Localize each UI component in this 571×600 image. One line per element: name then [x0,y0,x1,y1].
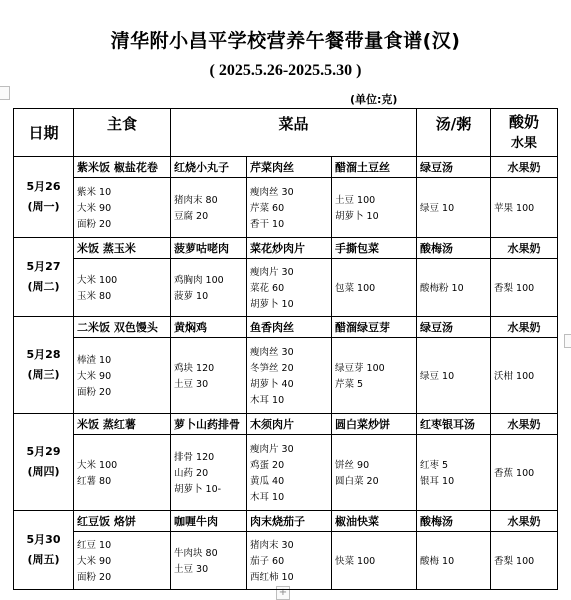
dish1-name: 红烧小丸子 [171,157,247,178]
ingredient-line: 排骨 120 [174,451,215,463]
dish2-name: 木须肉片 [247,414,332,435]
dish1-name: 萝卜山药排骨 [171,414,247,435]
dish3-name: 手撕包菜 [332,238,417,259]
date-cell [14,511,74,590]
day-dish-row [14,317,558,338]
staple-name: 米饭 蒸玉米 [74,238,171,259]
fruit-ingredients [491,178,558,238]
ingredient-line: 胡萝卜 40 [250,378,294,390]
dish2-ingredients [247,435,332,511]
ingredient-line: 瘦肉丝 30 [250,186,294,198]
day-weekday: (周四) [27,465,60,478]
fruit-ingredients [491,338,558,414]
ingredient-line: 猪肉末 30 [250,539,294,551]
unit-label: (单位:克) [350,93,398,106]
day-weekday: (周五) [27,553,60,566]
ingredient-line: 茄子 60 [250,555,285,567]
ingredient-line: 西红柿 10 [250,571,294,583]
ingredient-line: 大米 100 [77,274,118,286]
dish3-name: 椒油快菜 [332,511,417,532]
ingredient-line: 猪肉末 80 [174,194,218,206]
dish1-ingredients [171,338,247,414]
ingredient-line: 绿豆 10 [420,370,455,382]
day-date: 5月26 [26,180,61,193]
ingredient-line: 鸡胸肉 100 [174,274,224,286]
ingredient-line: 绿豆 10 [420,202,455,214]
ingredient-line: 鸡蛋 20 [250,459,285,471]
ingredient-line: 山药 20 [174,467,209,479]
ingredient-line: 瘦肉片 30 [250,443,294,455]
dish3-name: 醋溜绿豆芽 [332,317,417,338]
dish1-name: 菠萝咕咾肉 [171,238,247,259]
day-weekday: (周二) [27,280,60,293]
soup-name: 绿豆汤 [417,157,491,178]
ingredient-line: 大米 90 [77,202,112,214]
ingredient-line: 木耳 10 [250,394,285,406]
dish3-ingredients [332,435,417,511]
add-row-button[interactable]: + [276,586,290,600]
ingredient-line: 银耳 10 [420,475,455,487]
soup-name: 绿豆汤 [417,317,491,338]
dish1-ingredients [171,178,247,238]
soup-ingredients [417,532,491,590]
header-yogurt: 酸奶 [509,112,540,131]
ingredient-line: 土豆 30 [174,563,209,575]
header-soup: 汤/粥 [417,109,491,157]
ingredient-line: 沃柑 100 [494,370,535,382]
ingredient-line: 瘦肉丝 30 [250,346,294,358]
left-edge-handle[interactable] [0,86,10,100]
ingredient-line: 酸梅粉 10 [420,282,464,294]
dish2-ingredients [247,259,332,317]
staple-ingredients [74,435,171,511]
menu-title: 清华附小昌平学校营养午餐带量食谱(汉) [110,30,461,52]
ingredient-line: 红枣 5 [420,459,449,471]
day-ingredient-row [14,435,558,511]
dish3-ingredients [332,338,417,414]
ingredient-line: 圆白菜 20 [335,475,379,487]
ingredient-line: 香干 10 [250,218,285,230]
ingredient-line: 大米 90 [77,370,112,382]
ingredient-line: 菠萝 10 [174,290,209,302]
ingredient-line: 土豆 100 [335,194,376,206]
dish2-name: 芹菜肉丝 [247,157,332,178]
staple-name: 红豆饭 烙饼 [74,511,171,532]
day-ingredient-row [14,532,558,590]
soup-name: 红枣银耳汤 [417,414,491,435]
dish3-ingredients [332,259,417,317]
ingredient-line: 瘦肉片 30 [250,266,294,278]
day-weekday: (周一) [27,200,60,213]
date-cell [14,238,74,317]
ingredient-line: 芹菜 60 [250,202,285,214]
yogurt-name: 水果奶 [491,414,558,435]
day-dish-row [14,511,558,532]
dish2-name: 肉末烧茄子 [247,511,332,532]
header-row [14,109,558,157]
day-dish-row [14,157,558,178]
ingredient-line: 香梨 100 [494,282,535,294]
yogurt-name: 水果奶 [491,317,558,338]
ingredient-line: 大米 90 [77,555,112,567]
header-date: 日期 [14,109,74,157]
dish2-ingredients [247,532,332,590]
date-cell [14,157,74,238]
soup-name: 酸梅汤 [417,511,491,532]
ingredient-line: 酸梅 10 [420,555,455,567]
fruit-ingredients [491,435,558,511]
dish3-name: 醋溜土豆丝 [332,157,417,178]
staple-ingredients [74,178,171,238]
ingredient-line: 胡萝卜 10 [335,210,379,222]
ingredient-line: 香蕉 100 [494,467,535,479]
ingredient-line: 芹菜 5 [335,378,364,390]
menu-table [13,108,558,590]
date-cell [14,317,74,414]
yogurt-name: 水果奶 [491,238,558,259]
ingredient-line: 木耳 10 [250,491,285,503]
day-ingredient-row [14,178,558,238]
day-dish-row [14,238,558,259]
ingredient-line: 豆腐 20 [174,210,209,222]
yogurt-name: 水果奶 [491,511,558,532]
ingredient-line: 黄瓜 40 [250,475,285,487]
dish1-name: 咖喱牛肉 [171,511,247,532]
ingredient-line: 红薯 80 [77,475,112,487]
dish2-ingredients [247,178,332,238]
dish2-name: 鱼香肉丝 [247,317,332,338]
ingredient-line: 牛肉块 80 [174,547,218,559]
header-yogurt-fruit [491,109,558,157]
header-staple: 主食 [74,109,171,157]
soup-ingredients [417,259,491,317]
day-date: 5月30 [26,533,61,546]
header-fruit: 水果 [511,135,538,151]
dish3-ingredients [332,532,417,590]
ingredient-line: 鸡块 120 [174,362,215,374]
day-ingredient-row [14,338,558,414]
staple-name: 二米饭 双色馒头 [74,317,171,338]
staple-name: 紫米饭 椒盐花卷 [74,157,171,178]
soup-ingredients [417,178,491,238]
yogurt-name: 水果奶 [491,157,558,178]
fruit-ingredients [491,259,558,317]
dish1-name: 黄焖鸡 [171,317,247,338]
ingredient-line: 菜花 60 [250,282,285,294]
ingredient-line: 大米 100 [77,459,118,471]
ingredient-line: 玉米 80 [77,290,112,302]
ingredient-line: 胡萝卜 10- [174,483,222,495]
ingredient-line: 面粉 20 [77,386,112,398]
staple-ingredients [74,259,171,317]
ingredient-line: 面粉 20 [77,218,112,230]
day-date: 5月29 [26,445,61,458]
menu-table-container [13,108,557,583]
ingredient-line: 胡萝卜 10 [250,298,294,310]
header-dishes: 菜品 [171,109,417,157]
dish2-name: 菜花炒肉片 [247,238,332,259]
ingredient-line: 棒渣 10 [77,354,112,366]
right-edge-handle[interactable] [564,334,571,348]
ingredient-line: 绿豆芽 100 [335,362,385,374]
ingredient-line: 紫米 10 [77,186,112,198]
day-dish-row [14,414,558,435]
dish1-ingredients [171,259,247,317]
dish1-ingredients [171,435,247,511]
date-cell [14,414,74,511]
ingredient-line: 红豆 10 [77,539,112,551]
ingredient-line: 苹果 100 [494,202,535,214]
dish3-ingredients [332,178,417,238]
day-weekday: (周三) [27,368,60,381]
dish2-ingredients [247,338,332,414]
soup-ingredients [417,435,491,511]
staple-ingredients [74,338,171,414]
staple-ingredients [74,532,171,590]
menu-body [14,157,558,590]
soup-ingredients [417,338,491,414]
date-range: ( 2025.5.26-2025.5.30 ) [209,62,362,79]
soup-name: 酸梅汤 [417,238,491,259]
day-date: 5月27 [26,260,61,273]
fruit-ingredients [491,532,558,590]
staple-name: 米饭 蒸红薯 [74,414,171,435]
ingredient-line: 包菜 100 [335,282,376,294]
dish1-ingredients [171,532,247,590]
ingredient-line: 饼丝 90 [335,459,370,471]
ingredient-line: 面粉 20 [77,571,112,583]
ingredient-line: 冬笋丝 20 [250,362,294,374]
ingredient-line: 香梨 100 [494,555,535,567]
ingredient-line: 快菜 100 [335,555,376,567]
day-ingredient-row [14,259,558,317]
day-date: 5月28 [26,348,61,361]
dish3-name: 圆白菜炒饼 [332,414,417,435]
ingredient-line: 土豆 30 [174,378,209,390]
